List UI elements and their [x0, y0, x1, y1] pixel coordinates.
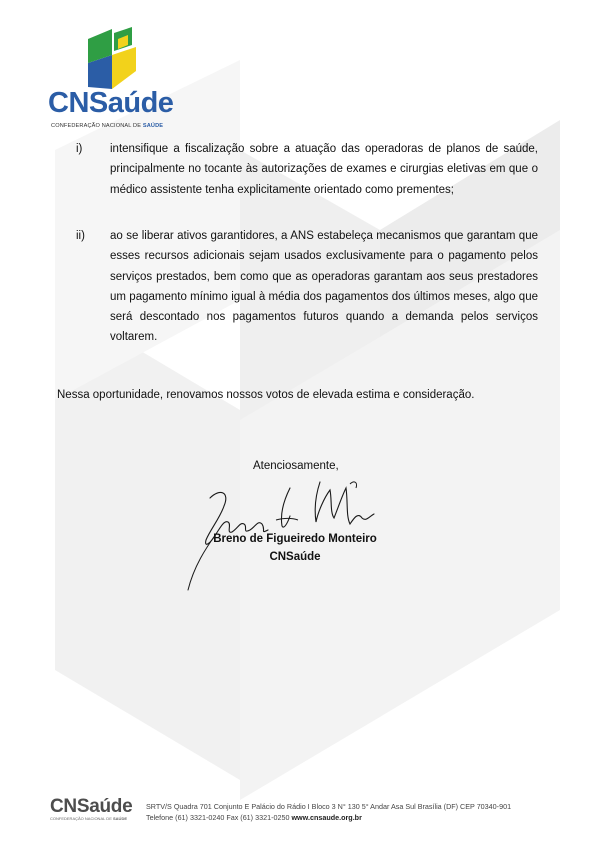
list-item-text: ao se liberar ativos garantidores, a ANS estabeleça mecanismos que garantam que esses recursos adicionais sejam usados exclusivamente para o pagamento pelos serviços prestados, bem como que as operadoras garantam aos seus prestadores um pagamento mínimo igual à média dos pagamentos dos últimos meses, algo que será descontado nos pagamentos futuros quando a demanda pelos serviços voltarem. — [110, 230, 538, 344]
signer-organization: CNSaúde — [269, 551, 321, 563]
footer-phone: Telefone (61) 3321-0240 Fax (61) 3321-0250 — [146, 813, 290, 822]
footer-website[interactable]: www.cnsaude.org.br — [291, 813, 362, 822]
footer-logo — [50, 796, 140, 821]
footer-logo-name: CNSaúde — [50, 796, 133, 817]
list-item-number: ii) — [76, 230, 85, 242]
footer-phone-line — [146, 812, 511, 823]
list-item-text: intensifique a fiscalização sobre a atuação das operadoras de planos de saúde, principalmente no tocante às autorizações de exames e cirurgias eletivas em que o médico assistente tenha explicitamente orientado como prementes; — [110, 143, 538, 196]
closing-sentence: Nessa oportunidade, renovamos nossos votos de elevada estima e consideração. — [57, 389, 475, 401]
logo-subtitle: CONFEDERAÇÃO NACIONAL DE SAÚDE — [51, 123, 164, 129]
footer-contact — [146, 801, 511, 823]
footer-address: SRTV/S Quadra 701 Conjunto E Palácio do Rádio I Bloco 3 N° 130 5° Andar Asa Sul Brasília (DF) CEP 70340-901 — [146, 802, 512, 811]
logo-yellow-shape — [112, 47, 136, 89]
logo-name: CNSaúde — [48, 87, 174, 119]
sign-off: Atenciosamente, — [253, 460, 339, 472]
footer-logo-subtitle: CONFEDERAÇÃO NACIONAL DE SAÚDE — [50, 816, 128, 821]
signer-name: Breno de Figueiredo Monteiro — [213, 533, 377, 545]
cnsaude-mark-icon — [88, 25, 140, 91]
list-item-number: i) — [76, 143, 83, 155]
